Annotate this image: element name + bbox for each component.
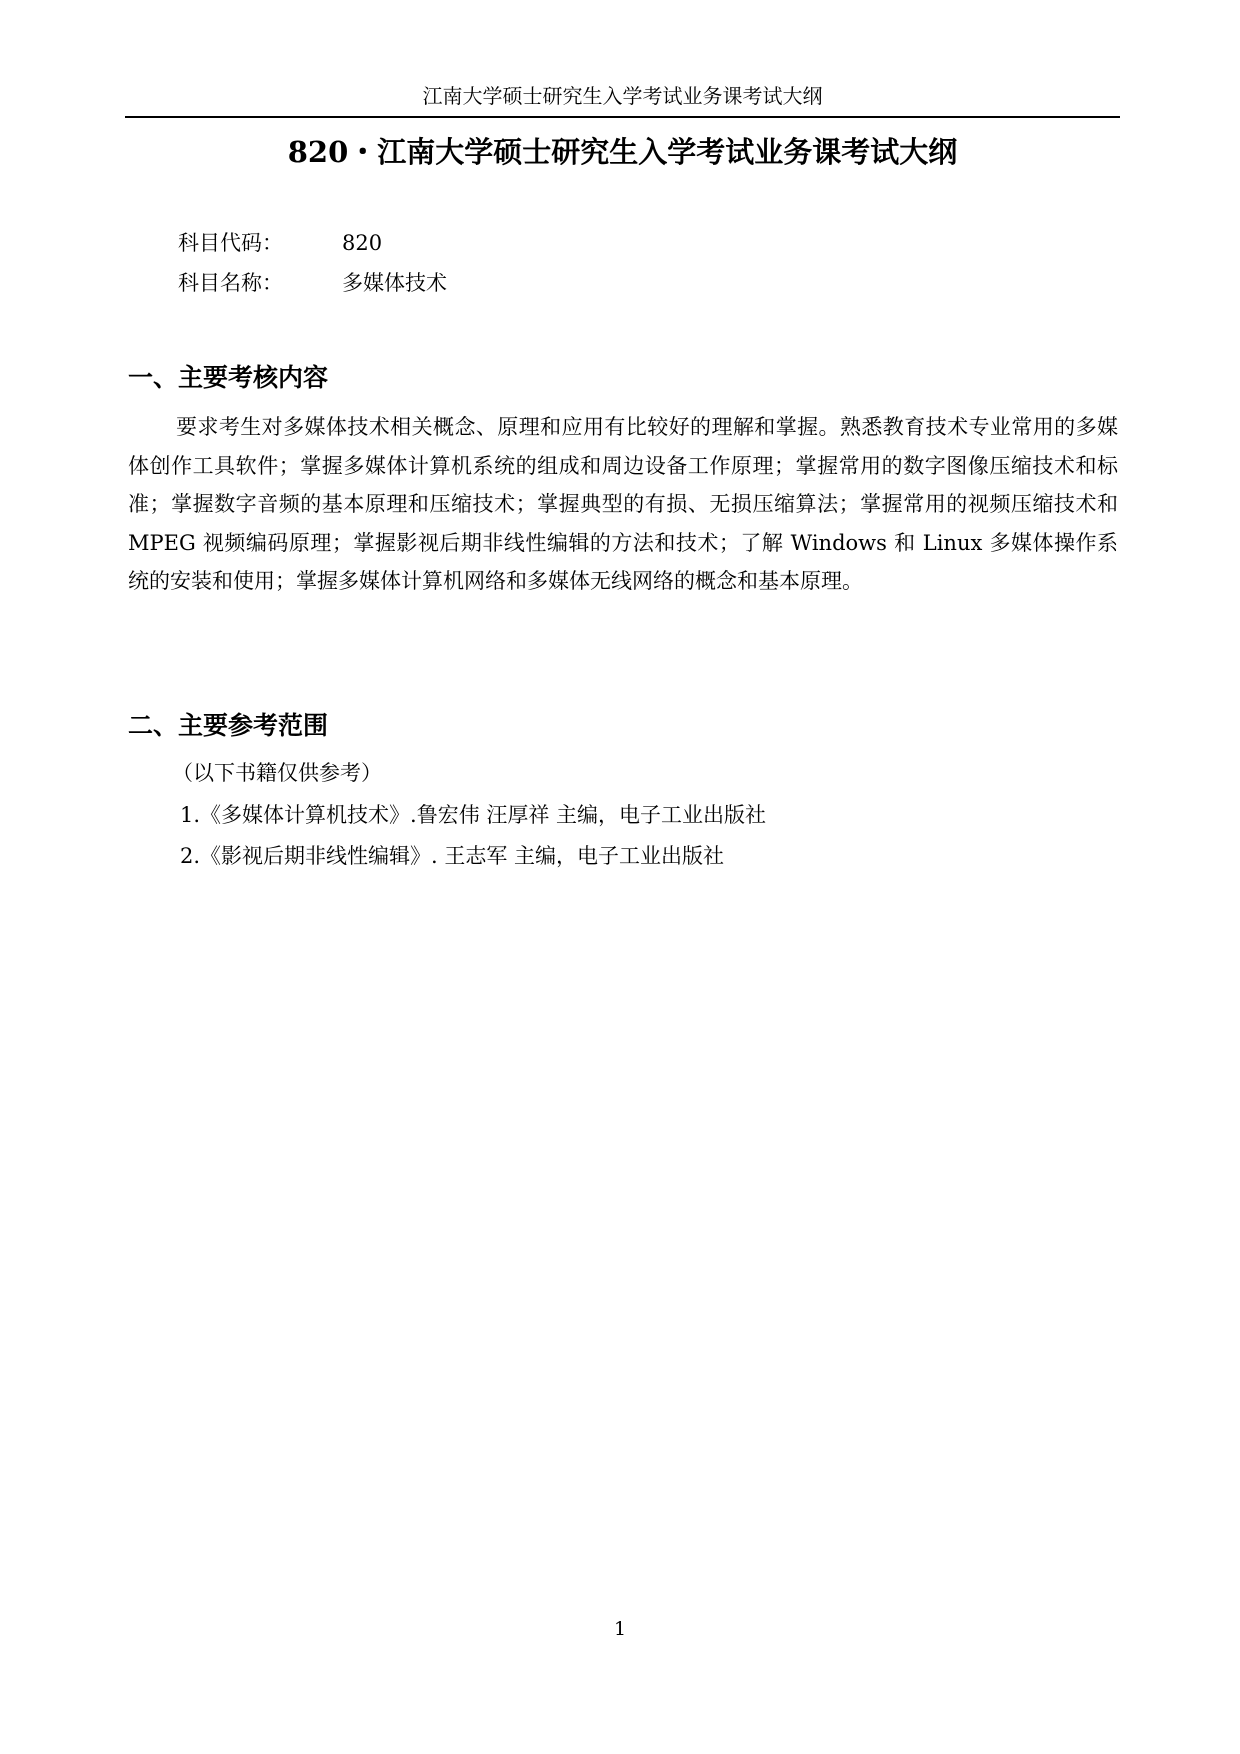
references-note: （以下书籍仅供参考） xyxy=(172,761,382,785)
exam-content-paragraph: 要求考生对多媒体技术相关概念、原理和应用有比较好的理解和掌握。熟悉教育技术专业常用的多媒体创作工具软件；掌握多媒体计算机系统的组成和周边设备工作原理；掌握常用的数字图像压缩技术和标准；掌握数字音频的基本原理和压缩技术；掌握典型的有损、无损压缩算法；掌握常用的视频压缩技术和 MPEG 视频编码原理；掌握影视后期非线性编辑的方法和技术；了解 Windows 和 Linux 多媒体操作系统的安装和使用；掌握多媒体计算机网络和多媒体无线网络的概念和基本原理。 xyxy=(128,415,1118,594)
section-heading-exam-content: 一、主要考核内容 xyxy=(128,363,329,392)
subject-name-label: 科目名称： xyxy=(178,271,283,295)
section-heading-references: 二、主要参考范围 xyxy=(128,711,329,740)
subject-code-label: 科目代码： xyxy=(178,231,283,255)
subject-name-value: 多媒体技术 xyxy=(342,271,447,295)
page-number: 1 xyxy=(613,1618,627,1640)
subject-name-row xyxy=(178,268,447,298)
document-title: 820・江南大学硕士研究生入学考试业务课考试大纲 xyxy=(287,135,958,169)
header-divider xyxy=(125,116,1120,118)
reference-item-1: 1.《多媒体计算机技术》.鲁宏伟 汪厚祥 主编，电子工业出版社 xyxy=(180,803,767,827)
subject-code-row xyxy=(178,228,382,258)
reference-item-2: 2.《影视后期非线性编辑》. 王志军 主编，电子工业出版社 xyxy=(180,844,725,868)
subject-code-value: 820 xyxy=(342,231,383,255)
running-header: 江南大学硕士研究生入学考试业务课考试大纲 xyxy=(422,84,823,108)
